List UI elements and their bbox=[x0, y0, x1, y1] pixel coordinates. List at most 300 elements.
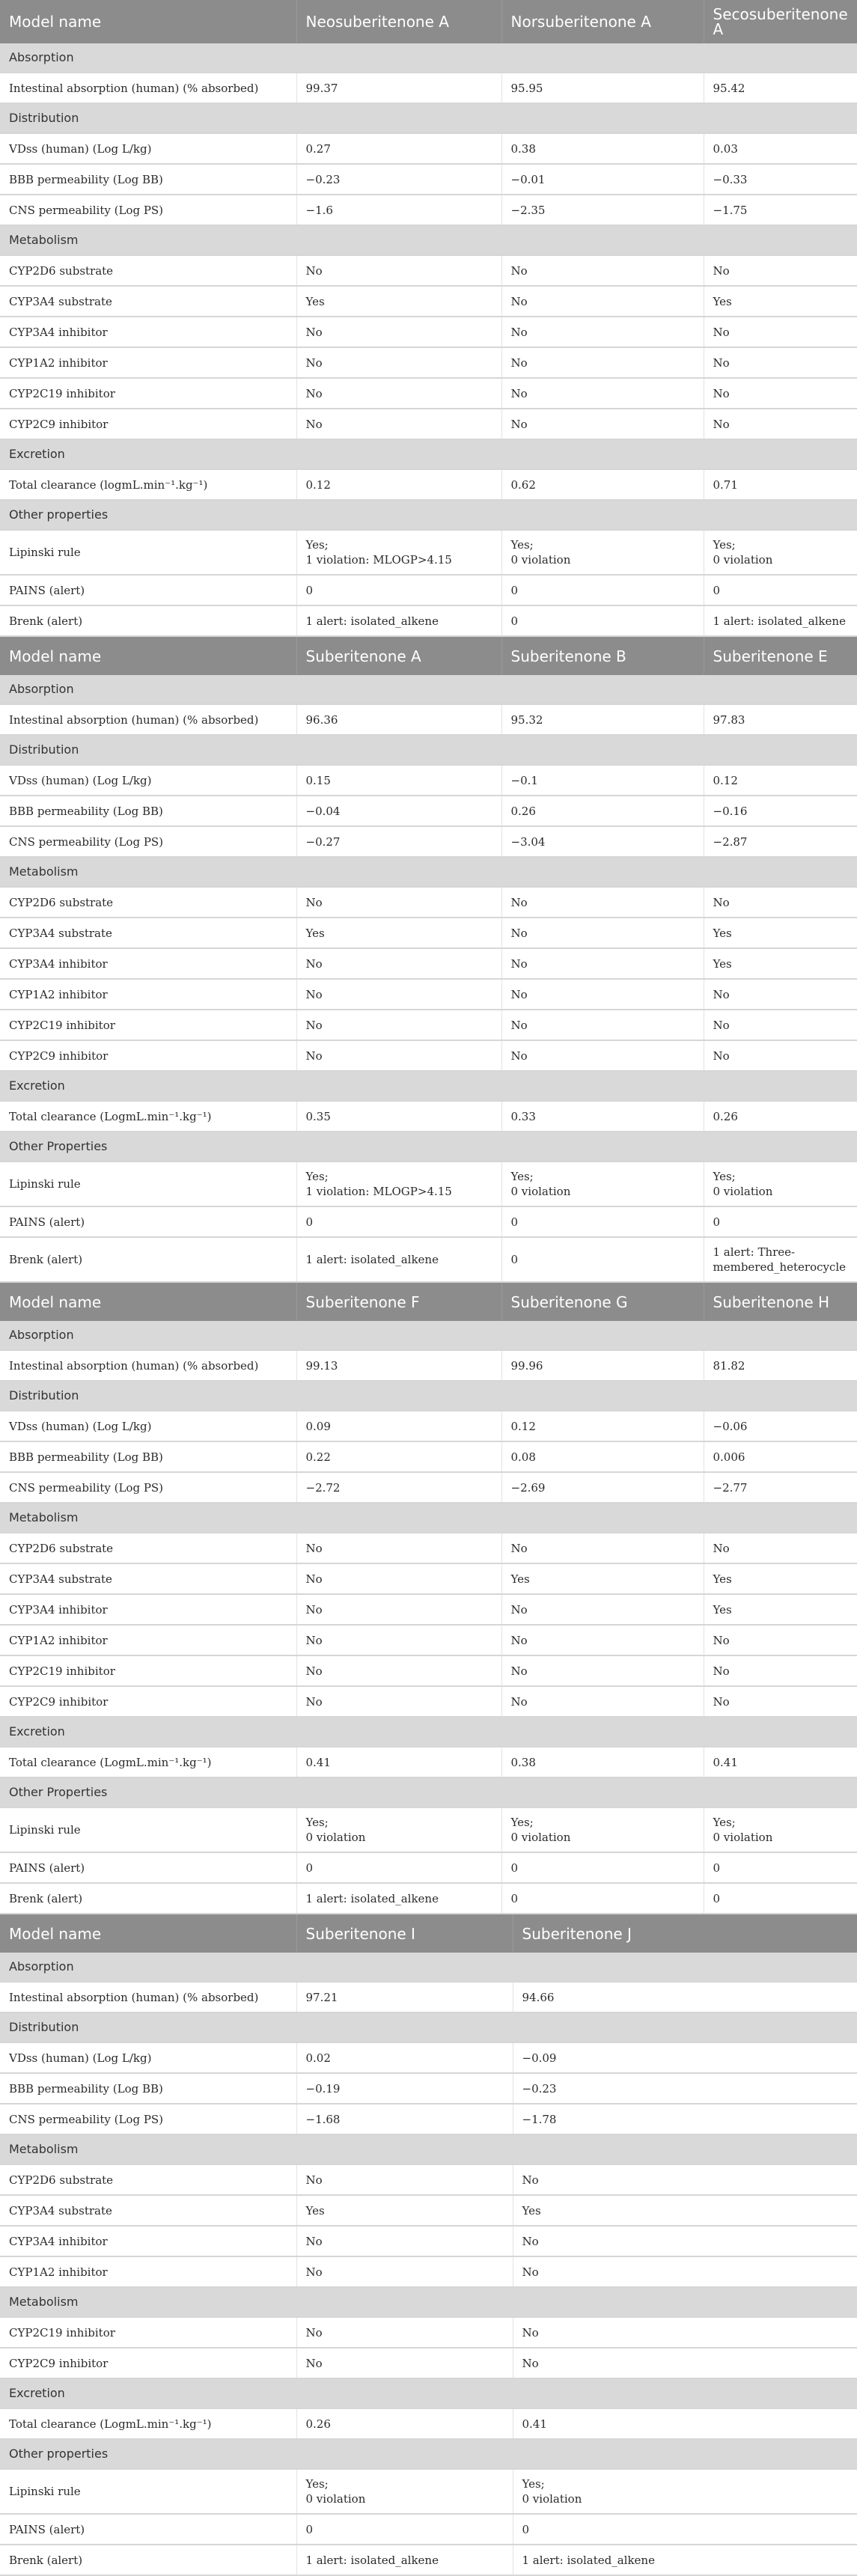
property-label: Lipinski rule bbox=[0, 1807, 296, 1852]
property-value: No bbox=[296, 1594, 501, 1625]
property-value: No bbox=[513, 2317, 857, 2348]
property-value: No bbox=[296, 409, 501, 439]
table-row bbox=[0, 1101, 857, 1132]
table-row bbox=[0, 2317, 857, 2348]
property-label: Total clearance (LogmL.min⁻¹.kg⁻¹) bbox=[0, 1747, 296, 1777]
property-value: No bbox=[501, 317, 704, 347]
property-value: No bbox=[296, 1655, 501, 1686]
table-row bbox=[0, 979, 857, 1010]
table-row bbox=[0, 1625, 857, 1655]
property-label: CYP2D6 substrate bbox=[0, 1533, 296, 1563]
section-row bbox=[0, 2378, 857, 2408]
property-label: CYP2C19 inhibitor bbox=[0, 2317, 296, 2348]
table-row bbox=[0, 2042, 857, 2073]
property-value: No bbox=[501, 918, 704, 948]
property-value: 0.26 bbox=[296, 2408, 513, 2439]
property-label: CYP2D6 substrate bbox=[0, 255, 296, 286]
property-label: CYP3A4 inhibitor bbox=[0, 317, 296, 347]
property-value: Yes; 0 violation bbox=[704, 530, 857, 575]
section-title: Excretion bbox=[0, 1071, 857, 1101]
section-title: Metabolism bbox=[0, 225, 857, 255]
property-label: CYP2C9 inhibitor bbox=[0, 1040, 296, 1071]
property-value: 0.62 bbox=[501, 469, 704, 500]
table-row bbox=[0, 1040, 857, 1071]
property-label: Brenk (alert) bbox=[0, 2545, 296, 2575]
table-row bbox=[0, 2256, 857, 2287]
property-value: No bbox=[704, 1040, 857, 1071]
table-row bbox=[0, 1686, 857, 1717]
table-row bbox=[0, 2195, 857, 2226]
section-title: Distribution bbox=[0, 103, 857, 133]
property-value: 96.36 bbox=[296, 704, 501, 735]
property-value: No bbox=[501, 347, 704, 378]
property-value: No bbox=[296, 2164, 513, 2195]
property-value: Yes bbox=[296, 918, 501, 948]
header-compound-name: Neosuberitenone A bbox=[296, 0, 501, 43]
header-compound-name: Suberitenone J bbox=[513, 1914, 857, 1953]
property-label: Lipinski rule bbox=[0, 1162, 296, 1206]
property-label: Brenk (alert) bbox=[0, 1237, 296, 1282]
property-value: No bbox=[296, 1040, 501, 1071]
admet-table-block bbox=[0, 1283, 857, 1914]
property-value: No bbox=[501, 1625, 704, 1655]
property-value: 0 bbox=[501, 1852, 704, 1883]
property-label: CYP3A4 inhibitor bbox=[0, 948, 296, 979]
property-value: Yes bbox=[296, 2195, 513, 2226]
section-row bbox=[0, 1132, 857, 1162]
property-value: Yes; 0 violation bbox=[501, 530, 704, 575]
property-value: 1 alert: Three- membered_heterocycle bbox=[704, 1237, 857, 1282]
property-value: Yes bbox=[704, 1563, 857, 1594]
property-value: −2.69 bbox=[501, 1472, 704, 1503]
property-value: 99.37 bbox=[296, 73, 501, 103]
table-row bbox=[0, 1411, 857, 1441]
property-value: No bbox=[513, 2164, 857, 2195]
section-title: Metabolism bbox=[0, 2287, 857, 2317]
property-label: CYP2D6 substrate bbox=[0, 2164, 296, 2195]
section-row bbox=[0, 1777, 857, 1807]
section-title: Other Properties bbox=[0, 1777, 857, 1807]
property-value: No bbox=[501, 979, 704, 1010]
property-value: −0.23 bbox=[296, 164, 501, 195]
property-value: No bbox=[501, 948, 704, 979]
header-compound-name: Suberitenone E bbox=[704, 637, 857, 675]
property-value: −0.33 bbox=[704, 164, 857, 195]
property-value: 0 bbox=[501, 605, 704, 636]
property-value: No bbox=[296, 378, 501, 409]
property-label: BBB permeability (Log BB) bbox=[0, 796, 296, 826]
section-row bbox=[0, 1321, 857, 1351]
property-value: 0.006 bbox=[704, 1441, 857, 1472]
property-value: −2.77 bbox=[704, 1472, 857, 1503]
section-title: Absorption bbox=[0, 1321, 857, 1351]
property-label: PAINS (alert) bbox=[0, 1852, 296, 1883]
property-value: Yes; 0 violation bbox=[704, 1807, 857, 1852]
property-label: CYP1A2 inhibitor bbox=[0, 2256, 296, 2287]
property-value: No bbox=[501, 409, 704, 439]
property-value: 0 bbox=[501, 575, 704, 605]
table-header-row bbox=[0, 1914, 857, 1953]
section-title: Absorption bbox=[0, 43, 857, 73]
property-value: No bbox=[704, 1655, 857, 1686]
property-value: 0.09 bbox=[296, 1411, 501, 1441]
header-model-name: Model name bbox=[0, 0, 296, 43]
table-row bbox=[0, 1206, 857, 1237]
property-value: 0.26 bbox=[704, 1101, 857, 1132]
property-value: Yes bbox=[704, 1594, 857, 1625]
property-value: No bbox=[296, 2317, 513, 2348]
table-row bbox=[0, 765, 857, 796]
table-row bbox=[0, 2545, 857, 2575]
property-value: 0.12 bbox=[704, 765, 857, 796]
property-value: No bbox=[296, 887, 501, 918]
section-row bbox=[0, 675, 857, 705]
property-label: PAINS (alert) bbox=[0, 2514, 296, 2545]
section-title: Absorption bbox=[0, 1953, 857, 1983]
header-model-name: Model name bbox=[0, 637, 296, 675]
property-value: No bbox=[704, 1010, 857, 1040]
property-label: Intestinal absorption (human) (% absorbed) bbox=[0, 704, 296, 735]
section-row bbox=[0, 1071, 857, 1101]
table-row bbox=[0, 2104, 857, 2134]
table-row bbox=[0, 918, 857, 948]
property-label: Lipinski rule bbox=[0, 2469, 296, 2514]
property-value: 0.03 bbox=[704, 133, 857, 164]
section-row bbox=[0, 2134, 857, 2164]
property-value: No bbox=[704, 409, 857, 439]
property-label: Total clearance (logmL.min⁻¹.kg⁻¹) bbox=[0, 469, 296, 500]
property-value: No bbox=[296, 948, 501, 979]
section-title: Other properties bbox=[0, 500, 857, 530]
property-value: 1 alert: isolated_alkene bbox=[296, 1883, 501, 1914]
property-value: 0.02 bbox=[296, 2042, 513, 2073]
section-title: Excretion bbox=[0, 439, 857, 469]
table-row bbox=[0, 409, 857, 439]
property-value: No bbox=[704, 1533, 857, 1563]
property-value: No bbox=[296, 347, 501, 378]
property-label: Intestinal absorption (human) (% absorbed) bbox=[0, 1982, 296, 2012]
property-value: No bbox=[501, 1686, 704, 1717]
section-title: Metabolism bbox=[0, 857, 857, 887]
property-label: Brenk (alert) bbox=[0, 1883, 296, 1914]
property-value: No bbox=[501, 255, 704, 286]
property-value: −0.06 bbox=[704, 1411, 857, 1441]
property-value: No bbox=[296, 2256, 513, 2287]
section-title: Distribution bbox=[0, 1381, 857, 1411]
property-label: Lipinski rule bbox=[0, 530, 296, 575]
property-value: No bbox=[501, 286, 704, 317]
table-row bbox=[0, 2226, 857, 2256]
property-value: 99.96 bbox=[501, 1350, 704, 1381]
table-header-row bbox=[0, 0, 857, 43]
property-label: CYP2C9 inhibitor bbox=[0, 1686, 296, 1717]
property-value: −1.68 bbox=[296, 2104, 513, 2134]
property-value: No bbox=[296, 1533, 501, 1563]
table-row bbox=[0, 1655, 857, 1686]
header-compound-name: Norsuberitenone A bbox=[501, 0, 704, 43]
property-value: 1 alert: isolated_alkene bbox=[513, 2545, 857, 2575]
property-value: No bbox=[501, 1655, 704, 1686]
property-value: −2.87 bbox=[704, 826, 857, 857]
section-row bbox=[0, 1717, 857, 1747]
section-title: Metabolism bbox=[0, 1503, 857, 1533]
property-value: Yes; 0 violation bbox=[704, 1162, 857, 1206]
property-label: CYP1A2 inhibitor bbox=[0, 1625, 296, 1655]
property-value: 0 bbox=[296, 575, 501, 605]
property-value: 1 alert: isolated_alkene bbox=[704, 605, 857, 636]
property-value: −1.78 bbox=[513, 2104, 857, 2134]
table-row bbox=[0, 704, 857, 735]
property-value: No bbox=[296, 1010, 501, 1040]
property-value: No bbox=[296, 317, 501, 347]
table-row bbox=[0, 1982, 857, 2012]
section-row bbox=[0, 225, 857, 255]
property-value: Yes bbox=[513, 2195, 857, 2226]
property-label: BBB permeability (Log BB) bbox=[0, 1441, 296, 1472]
property-value: 0 bbox=[501, 1206, 704, 1237]
section-row bbox=[0, 2439, 857, 2469]
table-row bbox=[0, 347, 857, 378]
property-label: CYP3A4 substrate bbox=[0, 2195, 296, 2226]
property-label: Total clearance (LogmL.min⁻¹.kg⁻¹) bbox=[0, 1101, 296, 1132]
table-row bbox=[0, 1350, 857, 1381]
property-label: Total clearance (LogmL.min⁻¹.kg⁻¹) bbox=[0, 2408, 296, 2439]
property-label: CYP3A4 inhibitor bbox=[0, 2226, 296, 2256]
property-value: 95.95 bbox=[501, 73, 704, 103]
property-value: 0 bbox=[296, 2514, 513, 2545]
property-label: CYP3A4 substrate bbox=[0, 918, 296, 948]
property-value: No bbox=[501, 1010, 704, 1040]
table-row bbox=[0, 2164, 857, 2195]
table-row bbox=[0, 1594, 857, 1625]
property-value: No bbox=[513, 2226, 857, 2256]
table-row bbox=[0, 378, 857, 409]
property-value: −1.6 bbox=[296, 195, 501, 225]
property-value: 0 bbox=[501, 1237, 704, 1282]
property-value: −0.27 bbox=[296, 826, 501, 857]
property-value: No bbox=[501, 1040, 704, 1071]
property-value: −0.04 bbox=[296, 796, 501, 826]
property-value: No bbox=[296, 979, 501, 1010]
header-model-name: Model name bbox=[0, 1283, 296, 1321]
property-value: 1 alert: isolated_alkene bbox=[296, 605, 501, 636]
property-label: Intestinal absorption (human) (% absorbed) bbox=[0, 73, 296, 103]
property-label: PAINS (alert) bbox=[0, 575, 296, 605]
table-row bbox=[0, 530, 857, 575]
property-label: CYP1A2 inhibitor bbox=[0, 347, 296, 378]
property-value: 0 bbox=[704, 1852, 857, 1883]
table-row bbox=[0, 1162, 857, 1206]
property-value: Yes bbox=[704, 948, 857, 979]
header-compound-name: Suberitenone I bbox=[296, 1914, 513, 1953]
table-row bbox=[0, 73, 857, 103]
table-row bbox=[0, 2073, 857, 2104]
header-compound-name: Suberitenone H bbox=[704, 1283, 857, 1321]
property-value: No bbox=[501, 1533, 704, 1563]
admet-table-block bbox=[0, 1914, 857, 2576]
section-row bbox=[0, 857, 857, 887]
property-value: No bbox=[296, 1686, 501, 1717]
property-value: 0 bbox=[296, 1206, 501, 1237]
property-value: No bbox=[501, 887, 704, 918]
table-row bbox=[0, 1747, 857, 1777]
property-value: −0.09 bbox=[513, 2042, 857, 2073]
table-row bbox=[0, 164, 857, 195]
property-label: PAINS (alert) bbox=[0, 1206, 296, 1237]
section-row bbox=[0, 103, 857, 133]
header-compound-name: Secosuberitenone A bbox=[704, 0, 857, 43]
property-value: 94.66 bbox=[513, 1982, 857, 2012]
property-value: 1 alert: isolated_alkene bbox=[296, 2545, 513, 2575]
table-row bbox=[0, 1563, 857, 1594]
property-value: No bbox=[704, 378, 857, 409]
property-value: −0.19 bbox=[296, 2073, 513, 2104]
property-label: CYP1A2 inhibitor bbox=[0, 979, 296, 1010]
table-row bbox=[0, 2514, 857, 2545]
property-value: No bbox=[501, 1594, 704, 1625]
property-value: −0.23 bbox=[513, 2073, 857, 2104]
table-row bbox=[0, 1441, 857, 1472]
property-value: No bbox=[704, 347, 857, 378]
property-label: VDss (human) (Log L/kg) bbox=[0, 765, 296, 796]
property-value: −0.1 bbox=[501, 765, 704, 796]
property-value: Yes; 0 violation bbox=[513, 2469, 857, 2514]
property-value: No bbox=[704, 887, 857, 918]
property-value: 97.83 bbox=[704, 704, 857, 735]
property-value: 0.27 bbox=[296, 133, 501, 164]
section-row bbox=[0, 735, 857, 765]
property-label: VDss (human) (Log L/kg) bbox=[0, 133, 296, 164]
property-value: Yes; 1 violation: MLOGP>4.15 bbox=[296, 1162, 501, 1206]
table-row bbox=[0, 1852, 857, 1883]
property-value: 0.22 bbox=[296, 1441, 501, 1472]
property-value: 0 bbox=[704, 1206, 857, 1237]
property-value: 0.71 bbox=[704, 469, 857, 500]
table-row bbox=[0, 1237, 857, 1282]
table-row bbox=[0, 2469, 857, 2514]
section-row bbox=[0, 2012, 857, 2042]
table-row bbox=[0, 1533, 857, 1563]
property-value: Yes; 0 violation bbox=[501, 1162, 704, 1206]
property-value: 0 bbox=[513, 2514, 857, 2545]
property-value: No bbox=[296, 2348, 513, 2378]
property-value: No bbox=[704, 317, 857, 347]
section-title: Distribution bbox=[0, 735, 857, 765]
header-compound-name: Suberitenone B bbox=[501, 637, 704, 675]
property-value: No bbox=[704, 979, 857, 1010]
property-value: −2.72 bbox=[296, 1472, 501, 1503]
property-value: 0 bbox=[501, 1883, 704, 1914]
table-row bbox=[0, 2348, 857, 2378]
property-value: 0.35 bbox=[296, 1101, 501, 1132]
property-value: 0 bbox=[704, 575, 857, 605]
section-title: Other properties bbox=[0, 2439, 857, 2469]
property-label: CYP2C19 inhibitor bbox=[0, 1655, 296, 1686]
property-value: Yes bbox=[704, 286, 857, 317]
header-model-name: Model name bbox=[0, 1914, 296, 1953]
table-row bbox=[0, 948, 857, 979]
property-value: Yes; 1 violation: MLOGP>4.15 bbox=[296, 530, 501, 575]
property-value: Yes bbox=[501, 1563, 704, 1594]
property-value: 0.15 bbox=[296, 765, 501, 796]
property-value: 1 alert: isolated_alkene bbox=[296, 1237, 501, 1282]
section-title: Metabolism bbox=[0, 2134, 857, 2164]
section-row bbox=[0, 500, 857, 530]
admet-table-block bbox=[0, 0, 857, 637]
property-value: No bbox=[704, 1686, 857, 1717]
property-label: CYP3A4 inhibitor bbox=[0, 1594, 296, 1625]
property-value: 0.12 bbox=[501, 1411, 704, 1441]
property-label: VDss (human) (Log L/kg) bbox=[0, 2042, 296, 2073]
header-compound-name: Suberitenone F bbox=[296, 1283, 501, 1321]
property-label: CNS permeability (Log PS) bbox=[0, 2104, 296, 2134]
table-row bbox=[0, 887, 857, 918]
property-value: −3.04 bbox=[501, 826, 704, 857]
property-label: CYP3A4 substrate bbox=[0, 286, 296, 317]
section-row bbox=[0, 1953, 857, 1983]
property-value: 81.82 bbox=[704, 1350, 857, 1381]
table-row bbox=[0, 575, 857, 605]
table-row bbox=[0, 133, 857, 164]
section-row bbox=[0, 1381, 857, 1411]
property-value: 0.33 bbox=[501, 1101, 704, 1132]
property-value: No bbox=[296, 1625, 501, 1655]
property-label: CYP2C19 inhibitor bbox=[0, 378, 296, 409]
property-label: CYP2C19 inhibitor bbox=[0, 1010, 296, 1040]
property-value: No bbox=[704, 255, 857, 286]
property-value: No bbox=[296, 1563, 501, 1594]
property-value: −2.35 bbox=[501, 195, 704, 225]
section-row bbox=[0, 43, 857, 73]
property-value: 0.26 bbox=[501, 796, 704, 826]
table-row bbox=[0, 826, 857, 857]
property-value: No bbox=[501, 378, 704, 409]
property-value: No bbox=[296, 2226, 513, 2256]
property-label: CYP2C9 inhibitor bbox=[0, 409, 296, 439]
table-row bbox=[0, 255, 857, 286]
table-row bbox=[0, 286, 857, 317]
property-value: 0.12 bbox=[296, 469, 501, 500]
table-row bbox=[0, 605, 857, 636]
property-label: CNS permeability (Log PS) bbox=[0, 195, 296, 225]
admet-table-block bbox=[0, 637, 857, 1283]
property-value: No bbox=[296, 255, 501, 286]
section-row bbox=[0, 439, 857, 469]
property-label: CNS permeability (Log PS) bbox=[0, 1472, 296, 1503]
table-row bbox=[0, 1472, 857, 1503]
section-title: Other Properties bbox=[0, 1132, 857, 1162]
header-compound-name: Suberitenone A bbox=[296, 637, 501, 675]
table-row bbox=[0, 1807, 857, 1852]
property-value: 0.38 bbox=[501, 133, 704, 164]
table-header-row bbox=[0, 1283, 857, 1321]
table-row bbox=[0, 469, 857, 500]
property-value: No bbox=[513, 2256, 857, 2287]
property-value: −0.16 bbox=[704, 796, 857, 826]
property-value: 95.32 bbox=[501, 704, 704, 735]
property-value: 0.08 bbox=[501, 1441, 704, 1472]
section-row bbox=[0, 1503, 857, 1533]
section-title: Absorption bbox=[0, 675, 857, 705]
property-value: 97.21 bbox=[296, 1982, 513, 2012]
property-label: CYP2C9 inhibitor bbox=[0, 2348, 296, 2378]
property-label: CNS permeability (Log PS) bbox=[0, 826, 296, 857]
property-value: Yes bbox=[296, 286, 501, 317]
property-value: Yes; 0 violation bbox=[501, 1807, 704, 1852]
property-value: −1.75 bbox=[704, 195, 857, 225]
property-value: 0.38 bbox=[501, 1747, 704, 1777]
header-compound-name: Suberitenone G bbox=[501, 1283, 704, 1321]
